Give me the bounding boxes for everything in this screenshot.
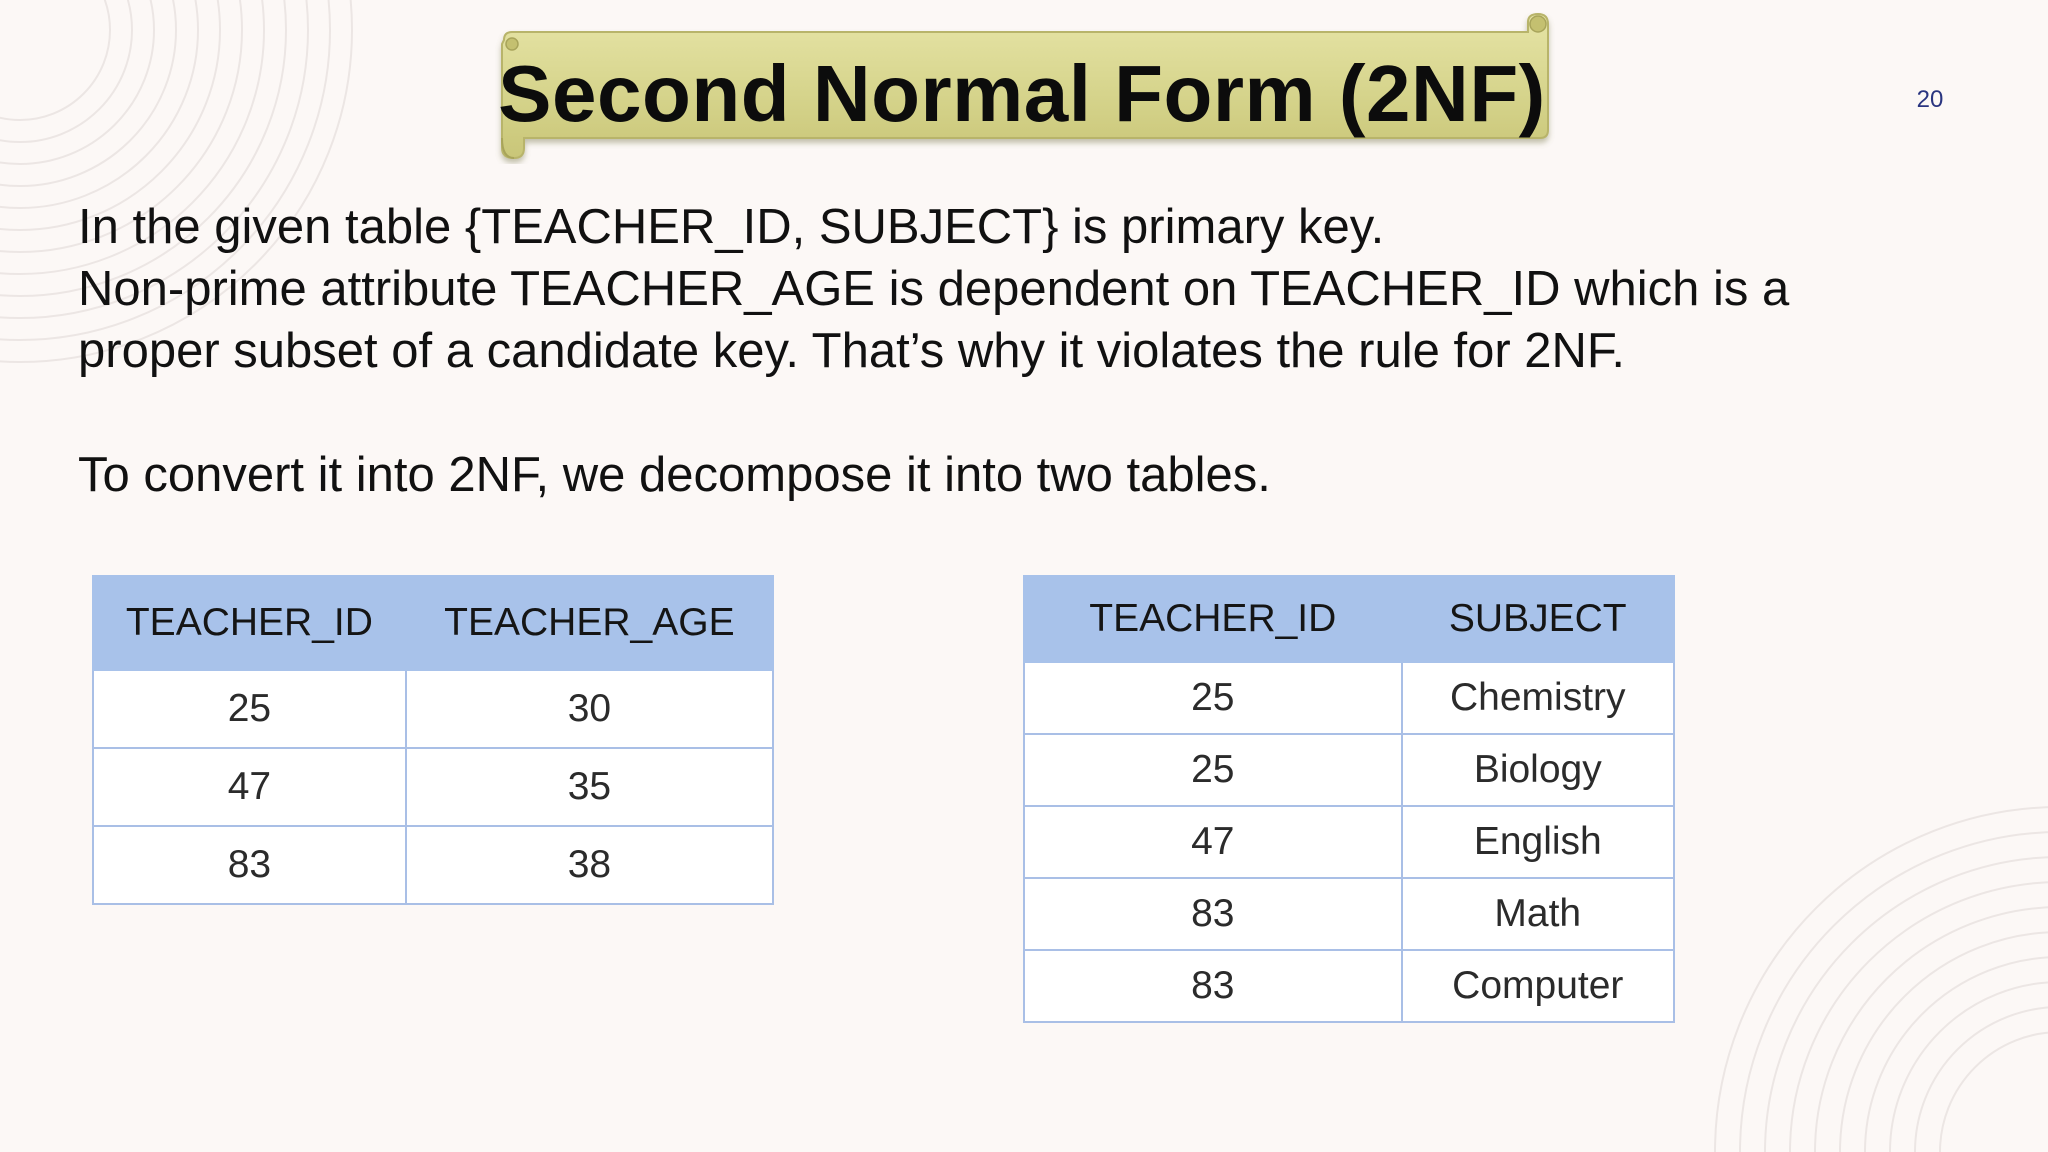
column-header-teacher-age: TEACHER_AGE [406,576,773,670]
body-line-dependency: Non-prime attribute TEACHER_AGE is dependent on TEACHER_ID which is a [78,262,1790,316]
table-cell: 47 [1024,806,1402,878]
table-cell: Math [1402,878,1674,950]
column-header-teacher-id: TEACHER_ID [93,576,406,670]
teacher-age-table [92,575,774,905]
table-cell: 83 [93,826,406,904]
title-banner [488,12,1556,164]
table-row [93,748,773,826]
table-cell: 38 [406,826,773,904]
table-cell: 25 [93,670,406,748]
teacher-subject-table [1023,575,1675,1023]
column-header-subject: SUBJECT [1402,576,1674,662]
table-header-row [93,576,773,670]
table-header-row [1024,576,1674,662]
slide-title: Second Normal Form (2NF) [498,49,1546,138]
table-cell: Biology [1402,734,1674,806]
slide-body [78,196,1958,506]
slide-number: 20 [1916,86,1944,113]
table-cell: Computer [1402,950,1674,1022]
table-row [1024,734,1674,806]
column-header-teacher-id: TEACHER_ID [1024,576,1402,662]
table-cell: 83 [1024,950,1402,1022]
background-rings-bottom-right [1640,780,2048,1152]
table-cell: 25 [1024,734,1402,806]
body-line-decompose: To convert it into 2NF, we decompose it into two tables. [78,448,1271,502]
table-row [1024,662,1674,734]
table-row [1024,950,1674,1022]
table-cell: 25 [1024,662,1402,734]
table-cell: 35 [406,748,773,826]
table-cell: 83 [1024,878,1402,950]
body-line-primary-key: In the given table {TEACHER_ID, SUBJECT} is primary key. [78,200,1385,254]
table-row [93,670,773,748]
table-cell: 30 [406,670,773,748]
table-cell: English [1402,806,1674,878]
table-cell: 47 [93,748,406,826]
body-line-violation: proper subset of a candidate key. That’s why it violates the rule for 2NF. [78,324,1626,378]
table-cell: Chemistry [1402,662,1674,734]
table-row [93,826,773,904]
table-row [1024,806,1674,878]
table-row [1024,878,1674,950]
paragraph-gap [78,382,1958,444]
